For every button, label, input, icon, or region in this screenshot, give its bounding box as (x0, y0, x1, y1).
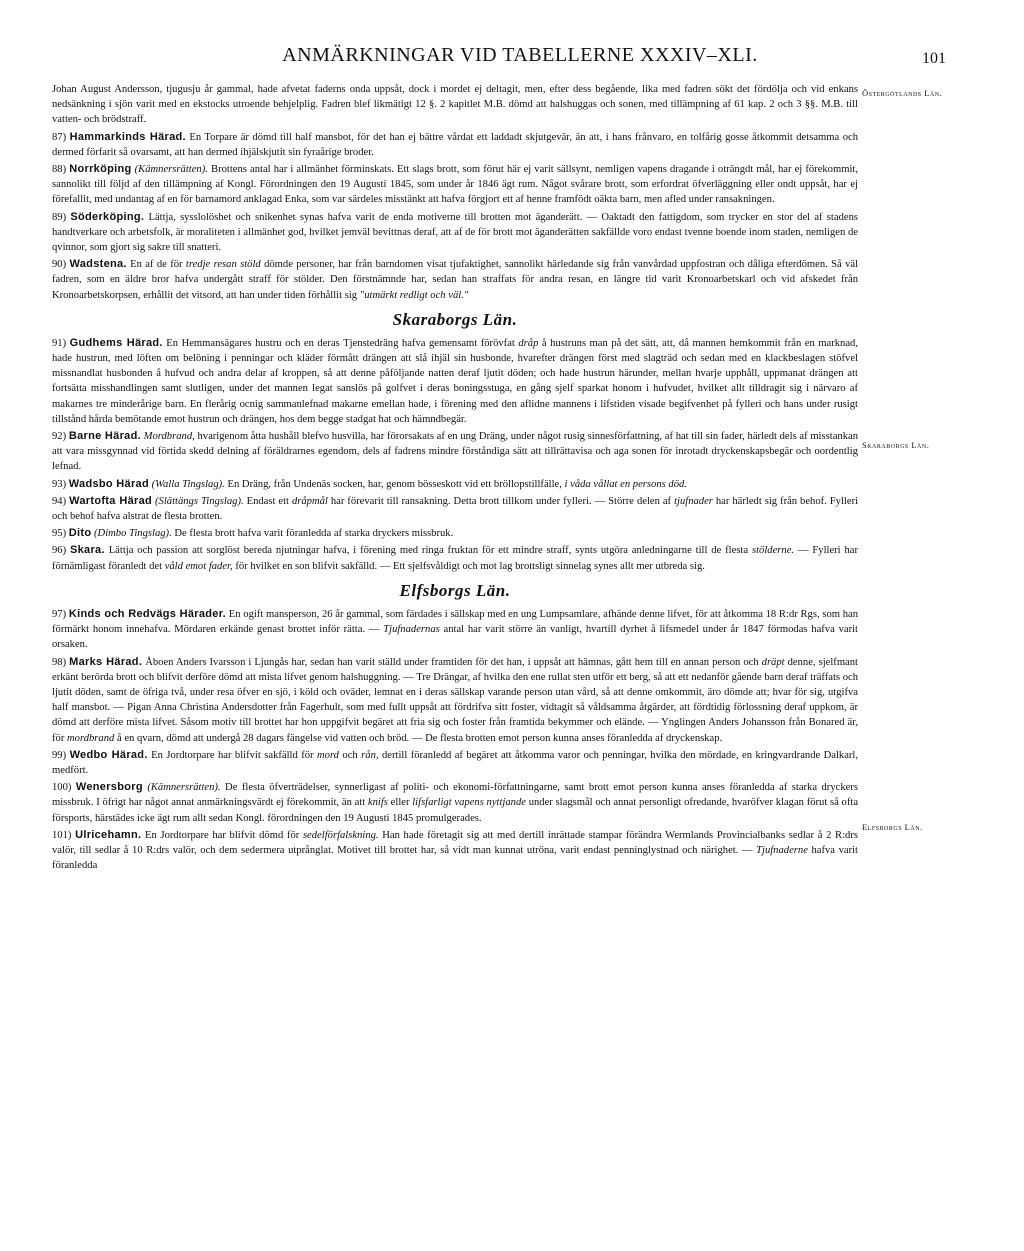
section-title-skaraborgs: Skaraborgs Län. (392, 309, 518, 329)
page-number: 101 (922, 50, 946, 67)
entry-text: — Fylleri har förnämligast föranledt det (52, 545, 859, 572)
place-name: Wartofta Härad (69, 494, 153, 507)
place-name: Wadsbo Härad (68, 477, 149, 490)
entry-text: denne, sjelfmant erkänt berörda brott och blifvit derföre dömd att mista lifvet genom halshuggning. — Tre Drängar, af hvilka den ene rullat sten utför ett berg, så att ett nedanför gående barn deraf träffats och ljutit döden, samt de öfriga två, under resa öfver en sjö, i köld och oväder, lemnat en i deras sällskap varande person utan vård, så att denne omkommit, äro dömde att; hvar för sig, utgifva half mansbot. — Pigan Anna Christina Andersdotter från Fagerhult, som med fullt uppsåt att fördrifva sitt foster, vidtagit så våldsamma åtgärder, att fördtidig förlossning deraf uppkom, är dömd att derföre mista lifvet. Såsom motiv till brottet har hon uppgifvit begäret att fria sig och foster från framtida bekymmer och elände. — Ynglingen Anders Johansson från Bonared är, för (52, 656, 858, 744)
entry-text: De flesta öfverträdelser, synnerligast af politi- och ekonomi-författningarne, samt brott emot person kunna anses föranledda af starka dryckers missbruk. I öfrigt har något annat anmärkningsvärdt ej förekommit, än att (52, 782, 858, 809)
emphasis: våld emot fader, (164, 560, 233, 572)
emphasis: dråp (518, 337, 539, 349)
entry-number: 92) (52, 431, 67, 443)
entry-text: En ogift mansperson, 26 år gammal, som färdades i sällskap med en ung Lumpsamlare, afhände denne lifvet, för att åtkomma 18 R:dr Rgs, som han förmärkt honom innehafva. Mördaren erkände genast brottet inför rätta. — (52, 608, 859, 636)
emphasis: Tjufnadernas (383, 624, 440, 636)
emphasis: sedelförfalskning. (302, 829, 379, 841)
emphasis: stölderne. (751, 545, 795, 557)
emphasis: mord (317, 749, 339, 761)
entry-text: En Dräng, från Undenäs socken, har, genom bösseskott vid ett bröllopstillfälle, (227, 478, 562, 490)
entry-text: hvarigenom åtta hushåll blefvo husvilla, har förorsakats af en ung Dräng, under något rusig sinnesförfattning, af hat till sin fader, härledt dels af misstankan att vara missgynnad vid förtida skedd delning af föräldrarnes egendom, dels af fadrens mindre förståndiga sätt att tillrättavisa och aga sonen för inrotadt dryckenskapsbegär och oordentlig lefnad. (52, 431, 858, 473)
entry-93 (52, 477, 858, 492)
entry-text: har förevarit till ransakning. Detta brott tillkom under fylleri. — Större delen af (330, 495, 672, 507)
court-name: (Kämnersrätten). (134, 164, 208, 176)
entry-text: och (342, 749, 358, 761)
entry-number: 95) (52, 528, 67, 540)
emphasis: knifs (367, 797, 388, 809)
entry-text: eller (390, 797, 410, 809)
entry-text: å en qvarn, dömd att undergå 28 dagars fängelse vid vatten och bröd. — De flesta brotten emot person kunna anses föranledda af dryckenskap. (116, 732, 723, 744)
entry-text: De flesta brott hafva varit föranledda af starka dryckers missbruk. (174, 528, 454, 540)
entry-text: för hvilket en son blifvit sakfälld. — Ett sjelfsvåldigt och mot lag brottsligt sinnelag synes allt mer utbreda sig. (235, 560, 705, 572)
place-name: Wedbo Härad. (69, 748, 148, 761)
entry-91 (52, 336, 858, 427)
entry-101 (52, 828, 858, 874)
entry-94 (52, 494, 858, 524)
entry-text: Endast ett (246, 495, 289, 507)
emphasis: tjufnader (674, 495, 713, 507)
emphasis: dråpmål (291, 495, 328, 507)
entry-98 (52, 655, 858, 746)
place-name: Söderköping. (70, 210, 145, 223)
entry-number: 94) (52, 495, 67, 507)
entry-text: En Jordtorpare har blifvit dömd för (145, 829, 300, 841)
section-title-elfsborgs: Elfsborgs Län. (399, 580, 511, 600)
place-name: Ulricehamn. (75, 828, 142, 841)
emphasis: lifsfarligt vapens nyttjande (412, 797, 526, 809)
court-name: (Kämnersrätten). (147, 782, 221, 794)
entry-99 (52, 748, 858, 778)
entry-89 (52, 210, 858, 256)
entry-number: 93) (52, 478, 67, 490)
entry-text: En Hemmansägares hustru och en deras Tjenstedräng hafva gemensamt förövfat (166, 337, 515, 349)
place-name: Barne Härad. (68, 430, 141, 443)
entry-number: 91) (52, 337, 67, 349)
place-name: Kinds och Redvägs Härader. (68, 607, 227, 620)
entry-text: Åboen Anders Ivarsson i Ljungås har, sedan han varit ställd under framtiden för det han, i uppsåt att hämnas, gått hem till en annan person och (145, 656, 759, 668)
place-name: Norrköping (69, 163, 132, 176)
entry-text: under slagsmål och annat personligt ofredande, hvaröfver klagan förut så ofta försports, härstädes icke ägt rum allt sedan Kongl. förordningen den 19 Augusti 1845 promulgerades. (52, 797, 859, 824)
entry-text: Lättja, sysslolöshet och snikenhet synas hafva varit de enda motiverne till brotten mot äganderätt. — Oaktadt den fattigdom, som trycker en stor del af stadens handtverkare och arbetsfolk, är moraliteten i allmänhet god, hvilket jemväl bevittnas deraf, att af de för brott mot äganderätten sakfällde voro endast tvenne boende inom staden, nemligen de qvinnor, som gjort sig sakre till snatteri. (52, 211, 858, 254)
entry-text: Han hade företagit sig att med dertill inrättade stampar förändra Wermlands Provincialbanks sedlar å 2 R:drs valör, till sedlar å 10 R:drs valör, och dem sedermera utprånglat. Motivet till brottet har, så vidt man kunnat utröna, varit endast penninglystnad och närighet. — (52, 829, 858, 856)
page-header: ANMÄRKNINGAR VID TABELLERNE XXXIV–XLI. (282, 44, 758, 66)
entry-text: har härledt sig från behof. Fylleri och behof hafva alstrat de flesta brotten. (52, 495, 859, 523)
place-name: Wenersborg (75, 781, 143, 794)
entry-text: Brottens antal har i allmänhet förminskats. Ett slags brott, som förut här ej varit sällsynt, nemligen vapens dragande i oträngdt mål, har ej förekommit, sannolikt till följd af den tillämpning af Kongl. Förordningen den 19 Augusti 1845, som under år 1846 ägt rum. Något svårare brott, som erfordrat öfverläggning eller ondt uppsåt, har ej förefallit, med undantag af en för barnamord anklagad Enka, som var särdeles misstänkt att hafva förgjort ett af henne framfödt oäkta barn, men afled under ransakningen. (52, 164, 858, 206)
entry-text: dertill föranledd af begäret att åtkomma varor och penningar, hvilka den mördade, en kringvardrande Dalkarl, medfört. (52, 749, 859, 776)
entry-number: 98) (52, 656, 67, 668)
emphasis: "utmärkt redligt och väl." (359, 289, 469, 301)
entry-text: En Torpare är dömd till half mansbot, för det han ej bättre vårdat ett laddadt skjutgevär, än att, i hans frånvaro, en tolfårig gosse åtkommit detsamma och dermed förfarit så ovarsamt, att han dermed ihjälskjutit sin fyraårige broder. (52, 131, 858, 158)
paragraph-intro: Johan August Andersson, tjugusju år gammal, hade afvetat faderns onda uppsåt, dock i mordet ej deltagit, men, efter dess begående, lika med fadren sökt det fördölja och vid enkans nedsänkning i sjön varit med en ekstocks utroende behjelplig. Fadren blef likmätigt 12 §. 2 kapitlet M.B. dömd att halshuggas och sonen, med tillämpning af 61 kap. 2 och 3 §§. M.B. till vatten- och brödstraff. (52, 84, 858, 126)
entry-text: Lättja och passion att sorglöst bereda njutningar hafva, i förening med ringa fruktan för ett mindre straff, synts utgöra anledningarne till de flesta (108, 545, 749, 557)
emphasis: tredje resan stöld (185, 259, 261, 271)
entry-92 (52, 429, 858, 475)
entry-text: å hustruns man på det sätt, att, då mannen hemkommit från en marknad, hade hustrun, med löften om belöning i penningar och kläder förmått drängen att slå ihjäl sin husbonde, hvarefter drängen först med slagträd och sedan med en klackbeslagen stöfvel missnandlat husbonden å hufvud och andra delar af kroppen, så att denne påföljande natten deraf ljutit döden; och hade hustrun härunder, mellan hvarje upphåll, uppmanat drängen att fortsätta misshandlingen samt slutligen, under det mannen legat sanslös på golfvet i deras boningsstuga, en gång sjelf sparkat honom i hufvudet, hvilket allt tilldragit sig i närvaro af makarnes tre minderårige barn. En flerårig ocnig sammanlefnad makarne emellan hade, i förening med den aflidne mannens i lifstiden visade begifvenhet på fylleri och hans under rusigt tillstånd hårda bemötande emot hustrun och drängen, hos dem begge stadgat hat och hämndbegär. (52, 337, 859, 425)
margin-note-elfsborgs: Elfsborgs Län. (862, 822, 923, 832)
margin-note-ostergotlands: Östergötlands Län. (862, 88, 943, 98)
place-name: Wadstena. (69, 258, 127, 271)
court-name: (Walla Tingslag). (151, 478, 225, 490)
emphasis: dräpt (761, 656, 785, 668)
entry-number: 97) (52, 608, 67, 620)
entry-number: 89) (52, 211, 67, 223)
emphasis: i våda vållat en persons död. (564, 478, 687, 490)
place-name: Marks Härad. (69, 655, 143, 668)
entry-text: En Jordtorpare har blifvit sakfälld för (151, 749, 314, 761)
emphasis: Tjufnaderne (756, 844, 808, 856)
entry-88 (52, 162, 858, 208)
entry-96 (52, 543, 858, 573)
court-name: (Slättängs Tingslag). (155, 495, 244, 507)
entry-number: 101) (52, 829, 72, 841)
entry-text: En af de för (130, 259, 183, 271)
entry-90 (52, 257, 858, 303)
entry-87 (52, 130, 858, 160)
entry-number: 96) (52, 545, 67, 557)
entry-number: 88) (52, 164, 67, 176)
emphasis: mordbrand (67, 732, 115, 744)
place-name: Hammarkinds Härad. (69, 130, 186, 143)
place-name: Skara. (70, 544, 105, 557)
entry-text: antal har varit större än vanligt, hvartill dyrhet å lifsmedel under år 1847 förmodas hafva varit orsaken. (52, 624, 858, 651)
margin-note-skaraborgs: Skaraborgs Län. (862, 440, 930, 450)
place-name: Dito (68, 527, 92, 540)
page-body (52, 82, 858, 875)
court-name: (Dimbo Tingslag). (94, 528, 172, 540)
entry-text: hafva varit föranledda (52, 844, 858, 872)
entry-100 (52, 780, 858, 826)
place-name: Gudhems Härad. (69, 336, 163, 349)
entry-number: 87) (52, 131, 67, 143)
entry-number: 100) (52, 782, 72, 794)
emphasis: rån, (361, 749, 379, 761)
entry-97 (52, 607, 858, 653)
entry-number: 99) (52, 749, 67, 761)
emphasis: Mordbrand, (143, 431, 195, 443)
entry-text: dömde personer, har från barndomen visat tjufaktighet, sannolikt härledande sig från vanvårdad uppfostran och dåliga efterdömen. Så väl fadren, som en äldre bror hafva undergått straff för stölder. Den förstnämnde har, sedan han straffats för andra resan, en längre tid varit Kronoarbetskarl och vid afskedet från Kronoarbetskorpsen, erhållit det vitsord, att han under tiden förhållit sig (52, 259, 859, 301)
entry-95 (52, 526, 858, 541)
entry-number: 90) (52, 259, 67, 271)
